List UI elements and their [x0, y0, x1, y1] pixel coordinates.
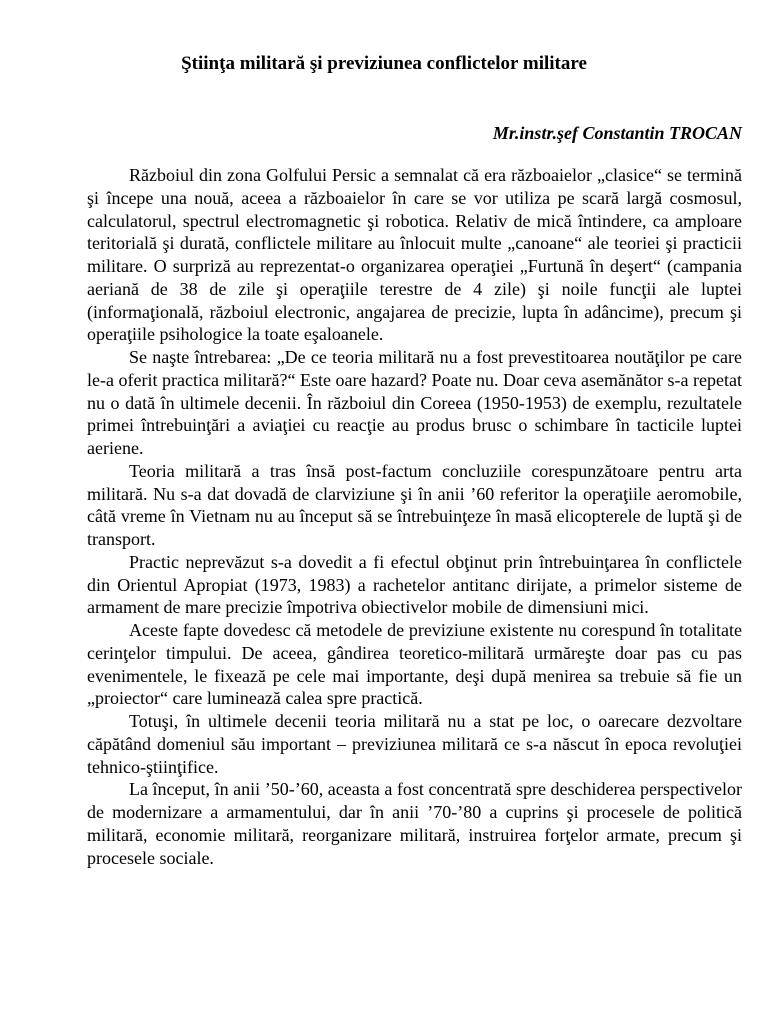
body-paragraph: Practic neprevăzut s-a dovedit a fi efectul obţinut prin întrebuinţarea în conflictele din Orientul Apropiat (1973, 1983) a rachetelor antitanc dirijate, a primelor sisteme de armament de mare precizie împotriva obiectivelor mobile de dimensiuni mici.	[87, 551, 742, 618]
body-paragraph: Războiul din zona Golfului Persic a semnalat că era războaielor „clasice“ se termină şi începe una nouă, aceea a războaielor în care se vor utiliza pe scară largă cosmosul, calculatorul, spectrul electromagnetic şi robotica. Relativ de mică întindere, ca amploare teritorială şi durată, conflictele militare au înlocuit multe „canoane“ ale teoriei şi practicii militare. O surpriză au reprezentat-o organizarea operaţiei „Furtună în deşert“ (campania aeriană de 38 de zile şi operaţiile terestre de 4 zile) şi noile funcţii ale luptei (informaţională, războiul electronic, angajarea de precizie, lupta în adâncime), precum şi operaţiile psihologice la toate eşaloanele.	[87, 165, 742, 345]
body-paragraph: Aceste fapte dovedesc că metodele de previziune existente nu corespund în totalitate cerinţelor timpului. De aceea, gândirea teoretico-militară urmăreşte doar pas cu pas evenimentele, le fixează pe cele mai importante, deşi după menirea sa trebuie să fie un „proiector“ care luminează calea spre practică.	[87, 620, 742, 709]
document-author: Mr.instr.şef Constantin TROCAN	[492, 123, 742, 143]
document-body	[87, 164, 742, 869]
body-paragraph: Teoria militară a tras însă post-factum concluziile corespunzătoare pentru arta militară. Nu s-a dat dovadă de clarviziune şi în anii ’60 referitor la operaţiile aeromobile, câtă vreme în Vietnam nu au început să se întrebuinţeze în masă elicopterele de luptă şi de transport.	[87, 460, 742, 549]
body-paragraph: Se naşte întrebarea: „De ce teoria militară nu a fost prevestitoarea noutăţilor pe care le-a oferit practica militară?“ Este oare hazard? Poate nu. Doar ceva asemănător s-a repetat nu o dată în ultimele decenii. În războiul din Coreea (1950-1953) de exemplu, rezultatele primei întrebuinţări a aviaţiei cu reacţie au produs brusc o schimbare în tacticile luptei aeriene.	[87, 347, 742, 458]
body-paragraph: La început, în anii ’50-’60, aceasta a fost concentrată spre deschiderea perspectivelor de modernizare a armamentului, dar în anii ’70-’80 a cuprins şi procesele de politică militară, economie militară, reorganizare militară, instruirea forţelor armate, precum şi procesele sociale.	[87, 779, 742, 868]
document-title: Ştiinţa militară şi previziunea conflictelor militare	[181, 53, 587, 74]
body-paragraph: Totuşi, în ultimele decenii teoria militară nu a stat pe loc, o oarecare dezvoltare căpătând domeniul său important – previziunea militară ce s-a născut în epoca revoluţiei tehnico-ştiinţifice.	[87, 711, 742, 777]
